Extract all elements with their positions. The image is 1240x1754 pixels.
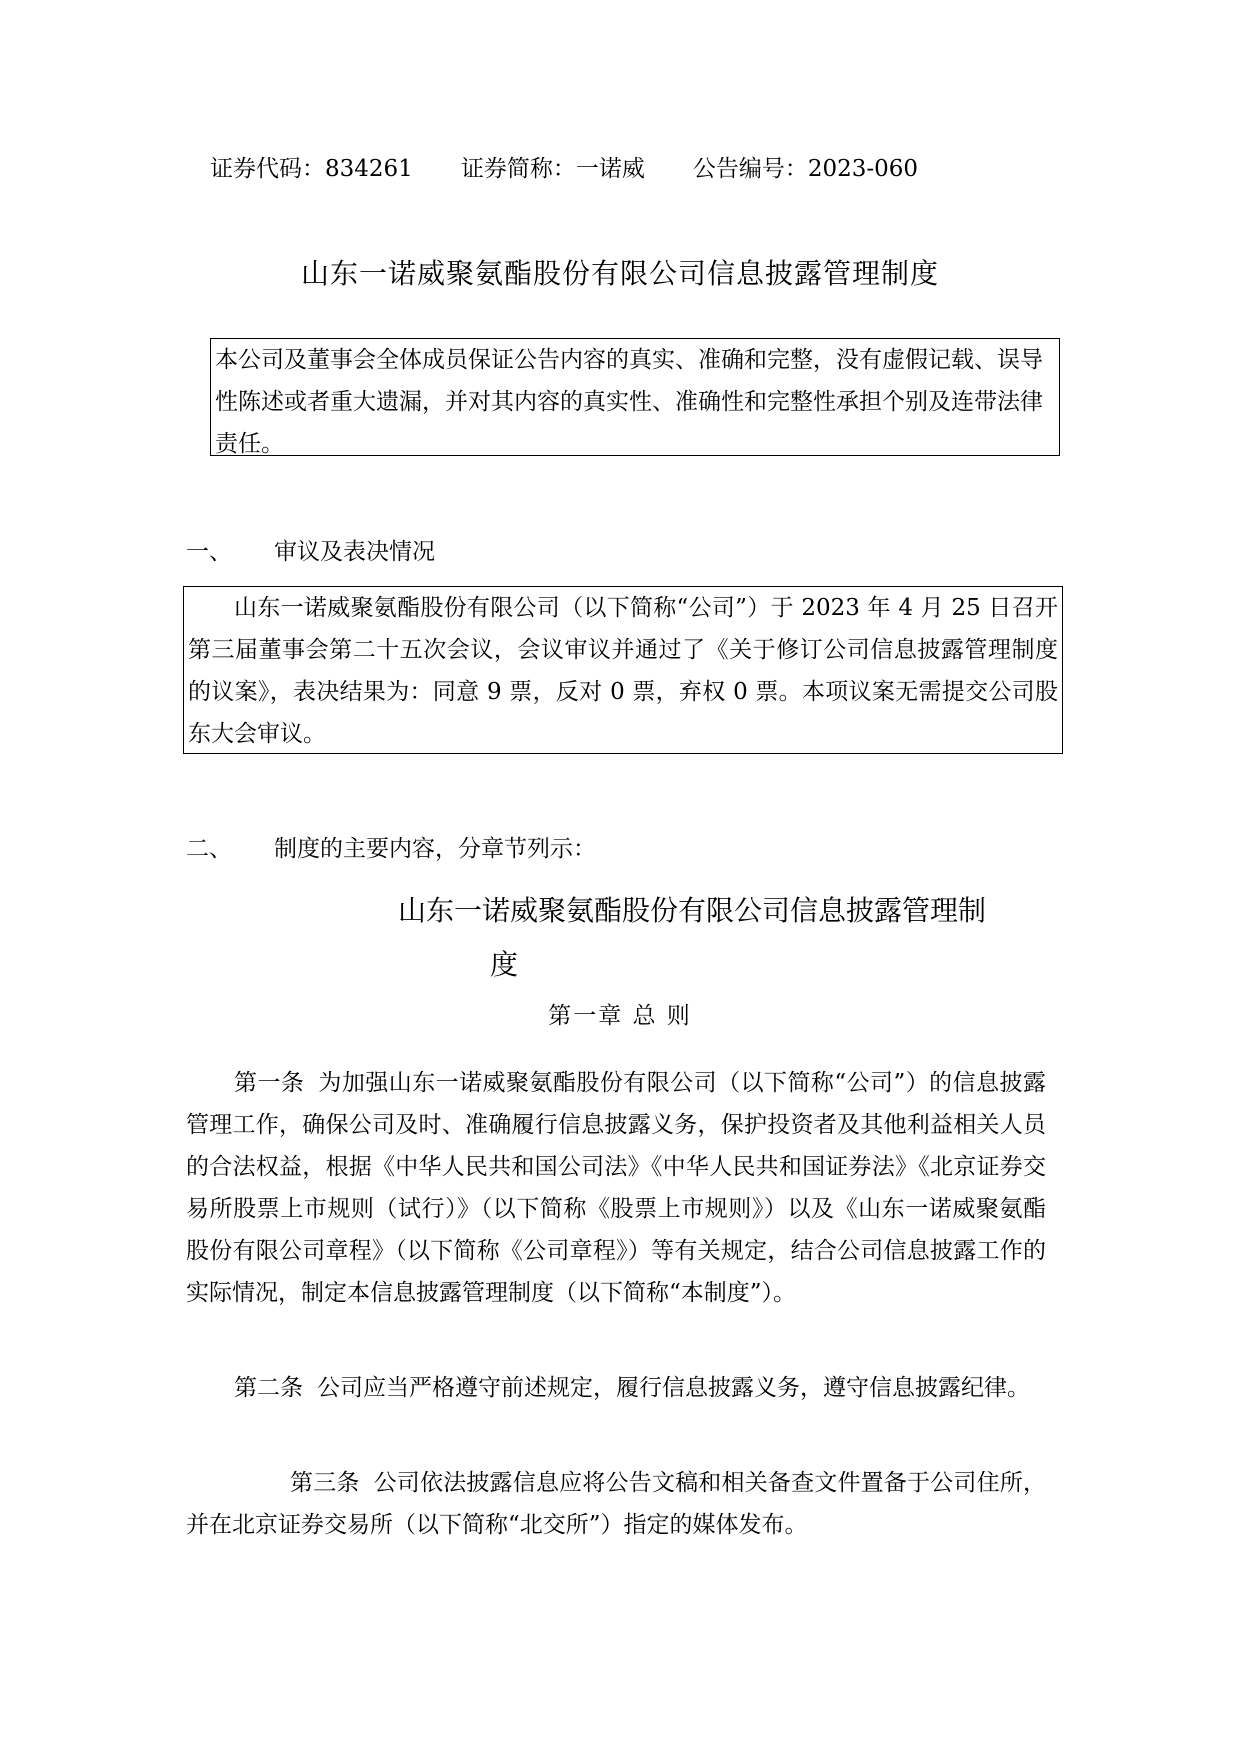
section-1-title: 审议及表决情况 bbox=[274, 539, 435, 565]
rules-title bbox=[398, 884, 1068, 992]
chapter-heading: 第一章 总 则 bbox=[548, 1003, 692, 1029]
article-3-text: 公司依法披露信息应将公告文稿和相关备查文件置备于公司住所，并在北京证券交易所（以下简称“北交所”）指定的媒体发布。 bbox=[186, 1470, 1047, 1538]
resolution-box bbox=[183, 586, 1063, 754]
article-1-text: 为加强山东一诺威聚氨酯股份有限公司（以下简称“公司”）的信息披露管理工作，确保公司及时、准确履行信息披露义务，保护投资者及其他利益相关人员的合法权益，根据《中华人民共和国公司法》《中华人民共和国证券法》《北京证券交易所股票上市规则（试行）》（以下简称《股票上市规则》）以及《山东一诺威聚氨酯股份有限公司章程》（以下简称《公司章程》）等有关规定，结合公司信息披露工作的实际情况，制定本信息披露管理制度（以下简称“本制度”）。 bbox=[186, 1070, 1046, 1306]
article-1-label: 第一条 bbox=[234, 1070, 305, 1096]
article-2 bbox=[186, 1367, 1046, 1409]
section-1-heading bbox=[186, 533, 435, 566]
section-1-number: 一、 bbox=[186, 539, 232, 565]
rules-title-line-2: 度 bbox=[490, 948, 519, 981]
security-code: 证券代码：834261 bbox=[210, 156, 413, 182]
article-3 bbox=[186, 1462, 1046, 1546]
document-title: 山东一诺威聚氨酯股份有限公司信息披露管理制度 bbox=[300, 257, 939, 290]
article-2-text: 公司应当严格遵守前述规定，履行信息披露义务，遵守信息披露纪律。 bbox=[317, 1375, 1030, 1401]
article-2-label: 第二条 bbox=[234, 1375, 303, 1401]
section-2-title: 制度的主要内容，分章节列示： bbox=[274, 836, 596, 862]
section-2-heading bbox=[186, 830, 596, 863]
resolution-text: 山东一诺威聚氨酯股份有限公司（以下简称“公司”）于 2023 年 4 月 25 日召开第三届董事会第二十五次会议，会议审议并通过了《关于修订公司信息披露管理制度的议案》，表决结果为：同意 9 票，反对 0 票，弃权 0 票。本项议案无需提交公司股东大会审议。 bbox=[188, 595, 1058, 747]
section-2-number: 二、 bbox=[186, 836, 232, 862]
article-1 bbox=[186, 1062, 1046, 1314]
security-short-name: 证券简称：一诺威 bbox=[460, 156, 645, 182]
article-3-label: 第三条 bbox=[290, 1470, 360, 1496]
rules-title-line-1: 山东一诺威聚氨酯股份有限公司信息披露管理制 bbox=[398, 894, 987, 927]
announcement-header bbox=[210, 150, 918, 183]
disclaimer-box bbox=[210, 338, 1060, 456]
notice-number: 公告编号：2023-060 bbox=[692, 156, 919, 182]
disclaimer-text: 本公司及董事会全体成员保证公告内容的真实、准确和完整，没有虚假记载、误导性陈述或者重大遗漏，并对其内容的真实性、准确性和完整性承担个别及连带法律责任。 bbox=[215, 347, 1043, 457]
